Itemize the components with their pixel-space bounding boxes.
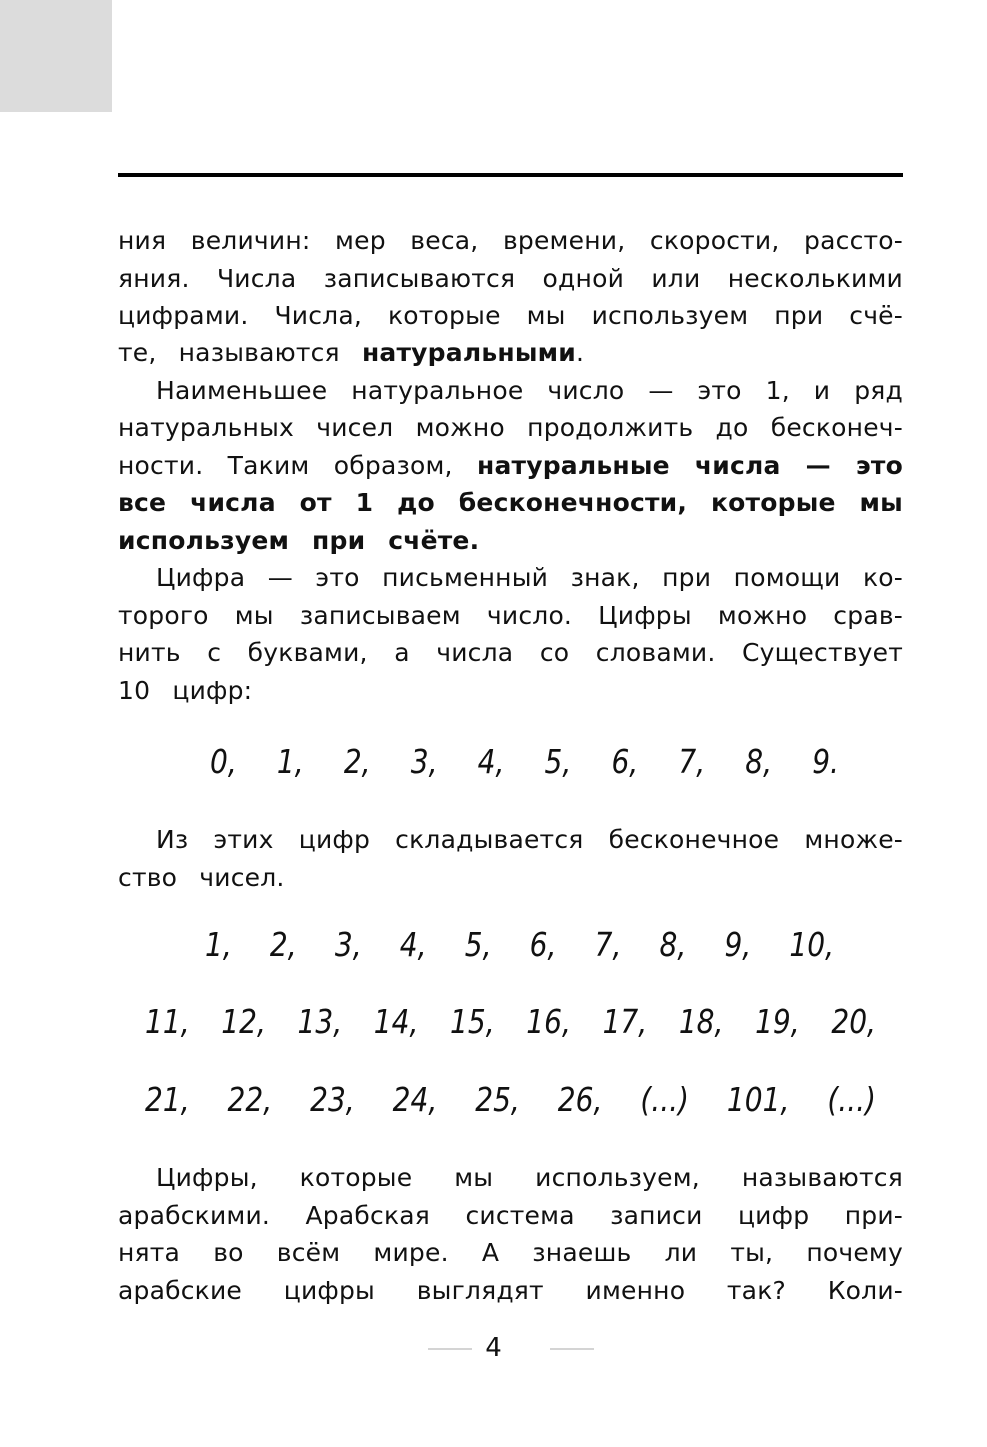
header-rule [118, 173, 903, 177]
text-segment: . [575, 338, 585, 367]
text-segment: цифрами. Числа, которые мы используем при счё- [118, 301, 903, 330]
numeral: 10, [789, 925, 834, 964]
numeral-row [145, 1080, 876, 1119]
numeral: 13, [297, 1002, 343, 1041]
numeral: 5, [464, 925, 492, 964]
text-line [156, 376, 903, 406]
text-line [118, 301, 903, 331]
text-line [118, 488, 903, 518]
numeral: 23, [310, 1080, 355, 1119]
numeral: 3, [334, 925, 362, 964]
text-line [118, 601, 903, 631]
text-line [118, 413, 903, 443]
numeral: 0, [210, 742, 237, 781]
page-number: 4 [485, 1333, 502, 1363]
text-line [118, 1201, 903, 1231]
text-line [156, 563, 903, 593]
text-segment: нить с буквами, а числа со словами. Существует [118, 638, 903, 667]
numeral-row [145, 1002, 876, 1041]
numeral-row [205, 925, 834, 964]
numeral: 16, [526, 1002, 571, 1041]
text-line [118, 638, 903, 668]
numeral: 8, [745, 742, 773, 781]
numeral: 7, [678, 742, 706, 781]
numeral: 14, [373, 1002, 419, 1041]
numeral: 15, [450, 1002, 495, 1041]
numeral: 26, [557, 1080, 603, 1119]
text-segment: торого мы записываем число. Цифры можно срав- [118, 601, 903, 630]
numeral: 12, [221, 1002, 266, 1041]
numeral: 4, [477, 742, 505, 781]
page-corner-tab [0, 0, 112, 112]
numeral: (...) [640, 1080, 689, 1119]
numeral: 17, [602, 1002, 648, 1041]
numeral: 25, [475, 1080, 520, 1119]
numeral: 24, [392, 1080, 438, 1119]
numeral: 2, [269, 925, 297, 964]
text-segment: те, называются [118, 338, 362, 367]
text-line [156, 825, 903, 855]
numeral: 18, [678, 1002, 724, 1041]
text-segment: яния. Числа записываются одной или несколькими [118, 264, 903, 293]
bold-text: натуральные числа — это [476, 451, 904, 480]
numeral: 3, [410, 742, 438, 781]
text-segment: натуральных чисел можно продолжить до бесконеч- [118, 413, 903, 442]
numeral: 4, [399, 925, 427, 964]
numeral: 101, [726, 1080, 790, 1119]
text-segment: 10 цифр: [118, 676, 253, 705]
numeral: 22, [227, 1080, 273, 1119]
numeral: 9, [724, 925, 752, 964]
text-line [156, 1163, 903, 1193]
numeral: 2, [343, 742, 371, 781]
numeral: 6, [611, 742, 639, 781]
numeral: 7, [594, 925, 622, 964]
text-segment: ство чисел. [118, 863, 285, 892]
numeral: 1, [276, 742, 304, 781]
text-line [118, 264, 903, 294]
text-line [118, 226, 903, 256]
text-line [118, 526, 903, 556]
text-line [118, 676, 903, 706]
numeral: 11, [145, 1002, 190, 1041]
bold-text: натуральными [361, 338, 576, 367]
text-line [118, 1276, 903, 1306]
text-segment: Цифры, которые мы используем, называются [156, 1163, 903, 1192]
bold-text: все числа от 1 до бесконечности, которые мы [118, 488, 903, 517]
text-segment: арабскими. Арабская система записи цифр при- [118, 1201, 903, 1230]
numeral: 5, [544, 742, 572, 781]
numeral: (...) [827, 1080, 876, 1119]
numeral: 21, [145, 1080, 190, 1119]
numeral: 1, [205, 925, 232, 964]
text-line [118, 863, 903, 893]
text-segment: арабские цифры выглядят именно так? Коли- [118, 1276, 903, 1305]
page-number-dash-right [550, 1348, 594, 1350]
numeral: 6, [529, 925, 557, 964]
numeral-row [210, 742, 839, 781]
numeral: 8, [659, 925, 687, 964]
text-segment: Цифра — это письменный знак, при помощи ко- [156, 563, 903, 592]
numeral: 19, [755, 1002, 800, 1041]
numeral: 9. [812, 742, 839, 781]
text-segment: нята во всём мире. А знаешь ли ты, почему [118, 1238, 903, 1267]
text-segment: Из этих цифр складывается бесконечное множе- [156, 825, 903, 854]
numeral: 20, [831, 1002, 876, 1041]
text-line [118, 338, 903, 368]
text-line [118, 1238, 903, 1268]
text-segment: Наименьшее натуральное число — это 1, и ряд [156, 376, 903, 405]
text-segment: ности. Таким образом, [118, 451, 477, 480]
bold-text: используем при счёте. [118, 526, 480, 555]
text-line [118, 451, 903, 481]
text-segment: ния величин: мер веса, времени, скорости, рассто- [118, 226, 903, 255]
